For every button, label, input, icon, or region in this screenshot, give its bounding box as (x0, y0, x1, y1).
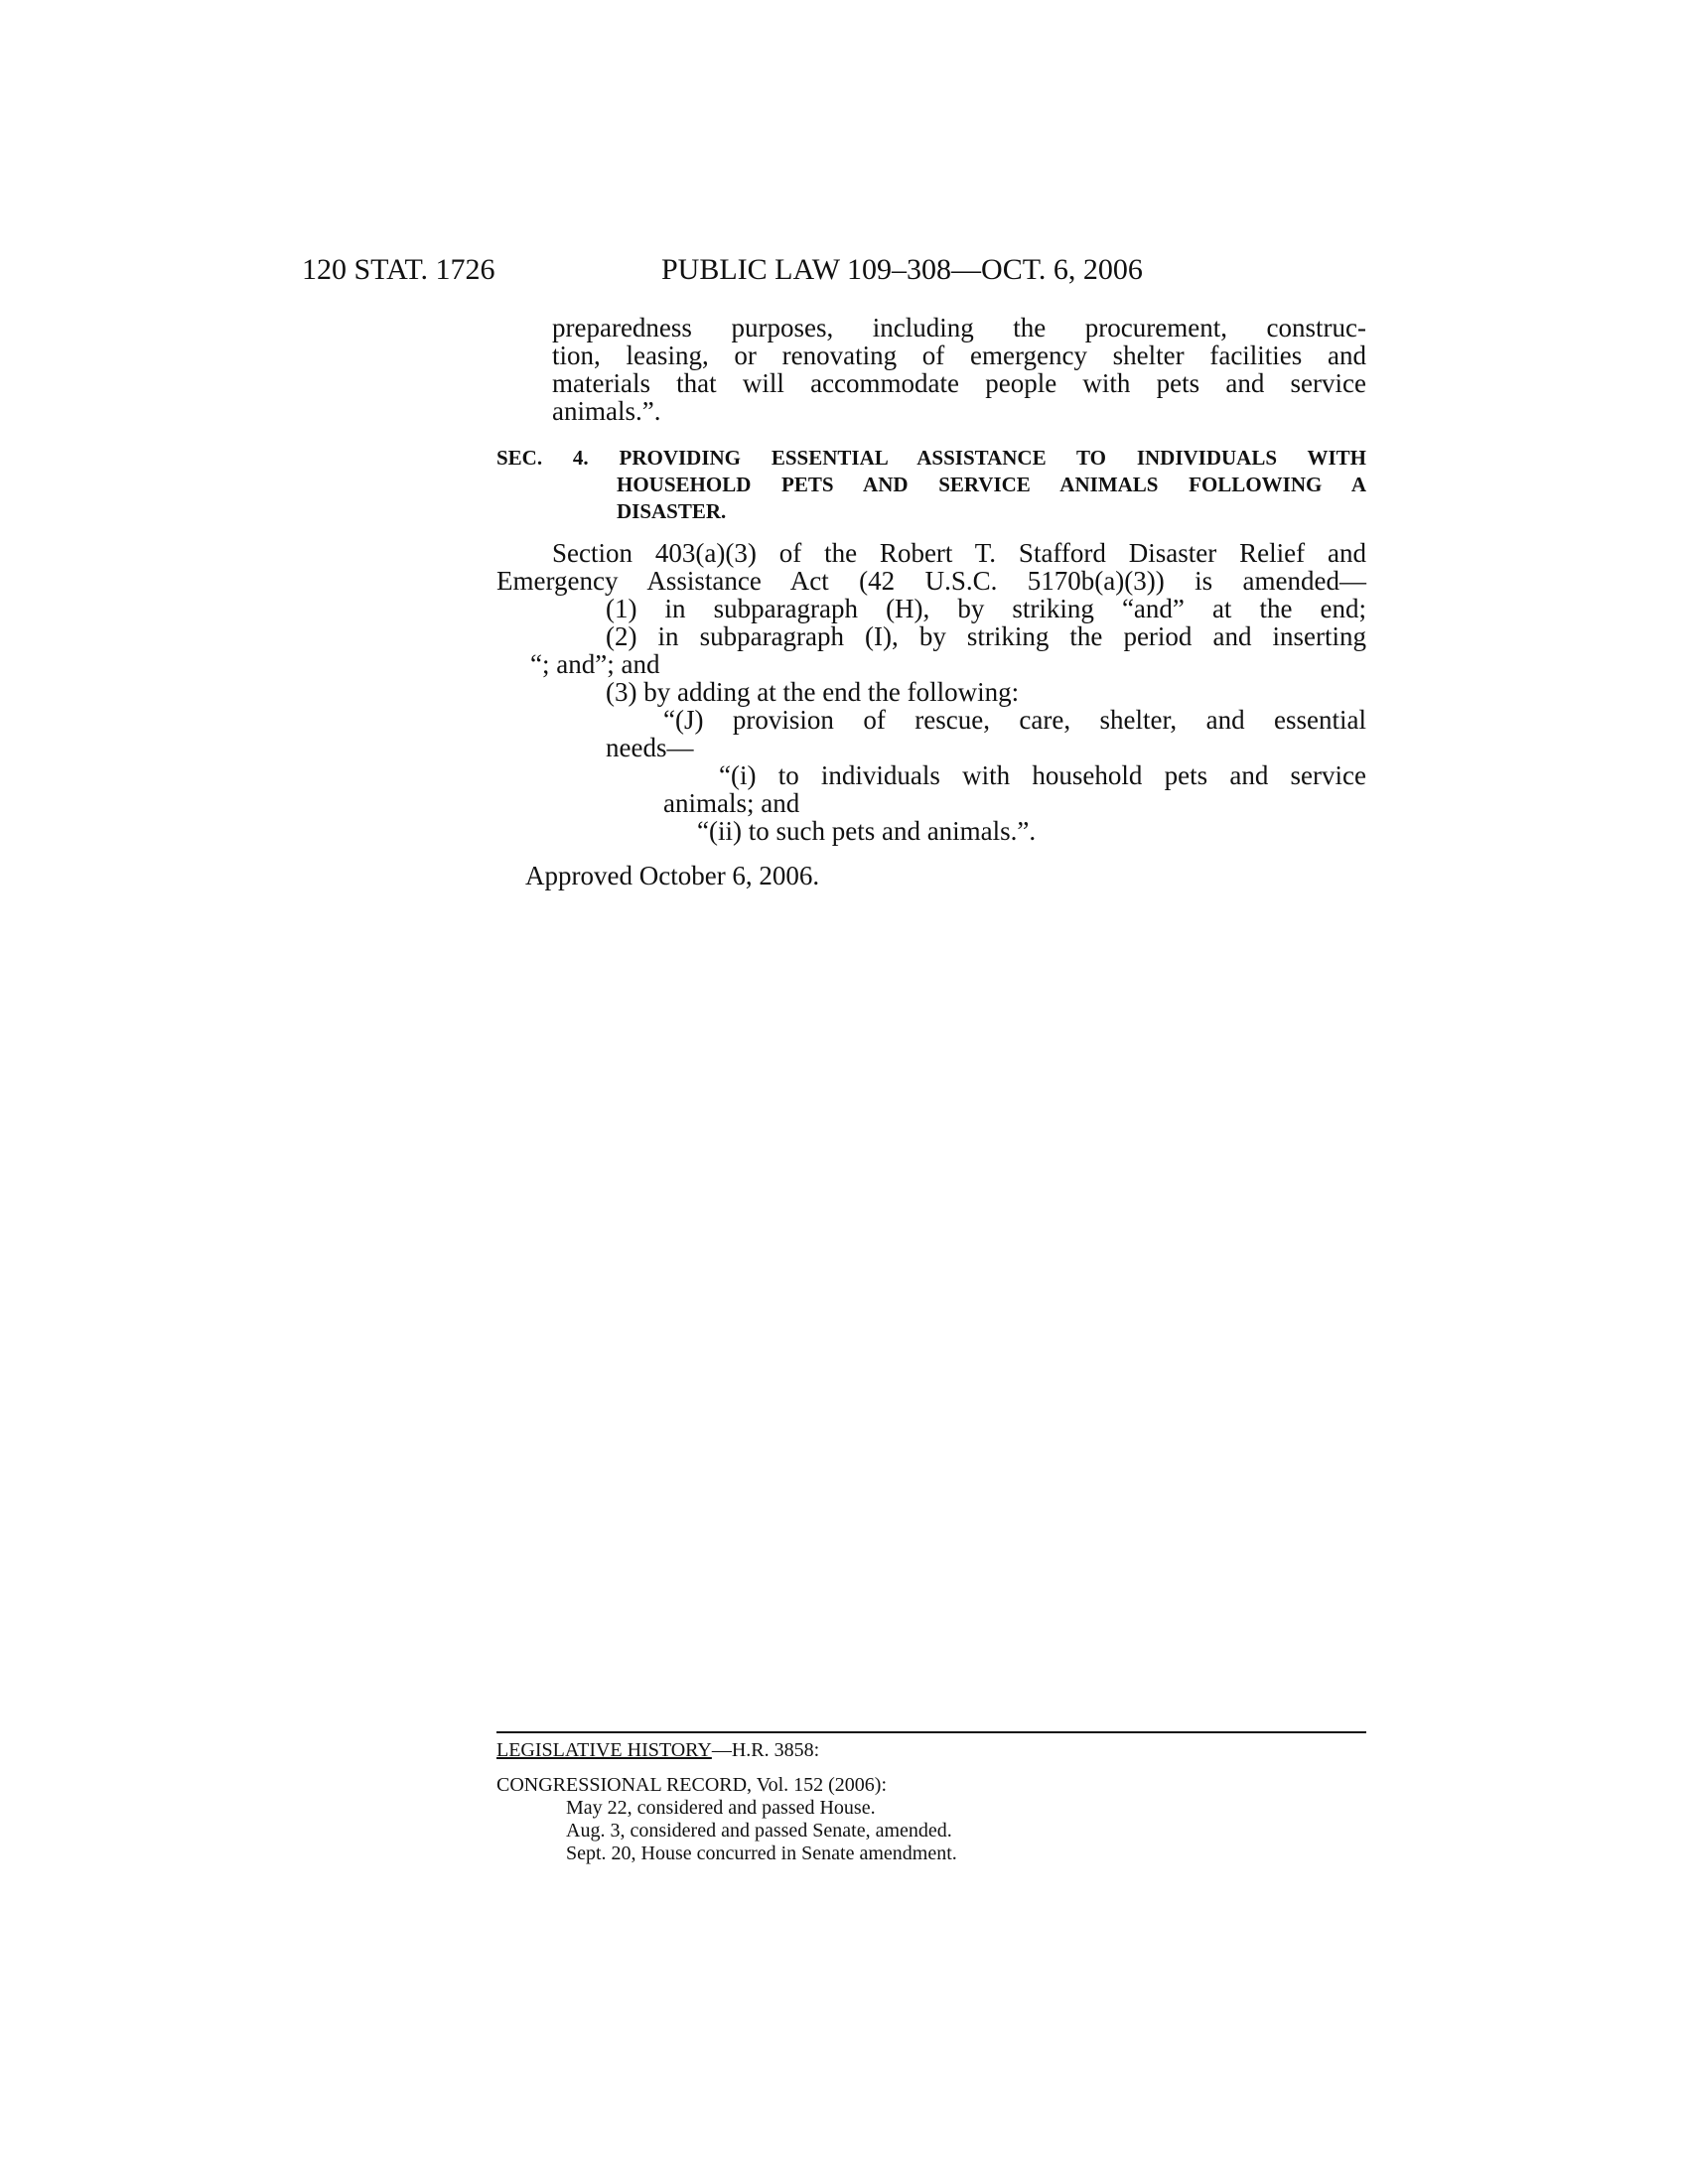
clause-i-line: “(i) to individuals with household pets and service (719, 760, 1366, 790)
paragraph-3: (3) by adding at the end the following: (606, 677, 1020, 707)
paragraph-2-line: “; and”; and (530, 649, 660, 679)
text-line: animals.”. (552, 396, 661, 426)
text-line: materials that will accommodate people with pets and service (552, 368, 1366, 398)
legislative-history-label: LEGISLATIVE HISTORY (496, 1739, 712, 1761)
legislative-history (496, 1739, 1366, 1865)
body-text (496, 314, 1366, 845)
running-header (302, 250, 1366, 290)
section-heading-line: SEC. 4. PROVIDING ESSENTIAL ASSISTANCE TO INDIVIDUALS WITH (496, 446, 1366, 470)
section-heading-line: DISASTER. (617, 499, 727, 523)
bill-number: —H.R. 3858: (711, 1739, 820, 1761)
footnote-divider (496, 1731, 1366, 1733)
text-line: Emergency Assistance Act (42 U.S.C. 5170b(a)(3)) is amended— (496, 566, 1366, 596)
paragraph-2-line: (2) in subparagraph (I), by striking the period and inserting (606, 621, 1366, 651)
statute-citation: 120 STAT. 1726 (302, 253, 495, 286)
history-entry: Aug. 3, considered and passed Senate, amended. (566, 1820, 952, 1842)
history-entry: Sept. 20, House concurred in Senate amendment. (566, 1843, 957, 1864)
paragraph-1: (1) in subparagraph (H), by striking “and” at the end; (606, 594, 1366, 623)
legislative-history-title (496, 1739, 819, 1762)
clause-i-line: animals; and (663, 788, 800, 818)
clause-ii: “(ii) to such pets and animals.”. (697, 816, 1037, 846)
approval-date: Approved October 6, 2006. (525, 861, 820, 890)
subparagraph-j-line: “(J) provision of rescue, care, shelter, and essential (663, 705, 1366, 735)
subparagraph-j-line: needs— (606, 733, 694, 762)
section-heading-line: HOUSEHOLD PETS AND SERVICE ANIMALS FOLLOWING A (617, 473, 1366, 496)
text-line: Section 403(a)(3) of the Robert T. Stafford Disaster Relief and (552, 538, 1366, 568)
carryover-paragraph (552, 314, 1366, 425)
section-heading (496, 445, 1366, 525)
public-law-title: PUBLIC LAW 109–308—OCT. 6, 2006 (661, 253, 1143, 286)
history-entry: May 22, considered and passed House. (566, 1797, 876, 1819)
congressional-record: CONGRESSIONAL RECORD, Vol. 152 (2006): (496, 1774, 887, 1796)
text-line: tion, leasing, or renovating of emergency shelter facilities and (552, 341, 1366, 370)
text-line: preparedness purposes, including the procurement, construc- (552, 313, 1366, 342)
section-body (496, 539, 1366, 845)
